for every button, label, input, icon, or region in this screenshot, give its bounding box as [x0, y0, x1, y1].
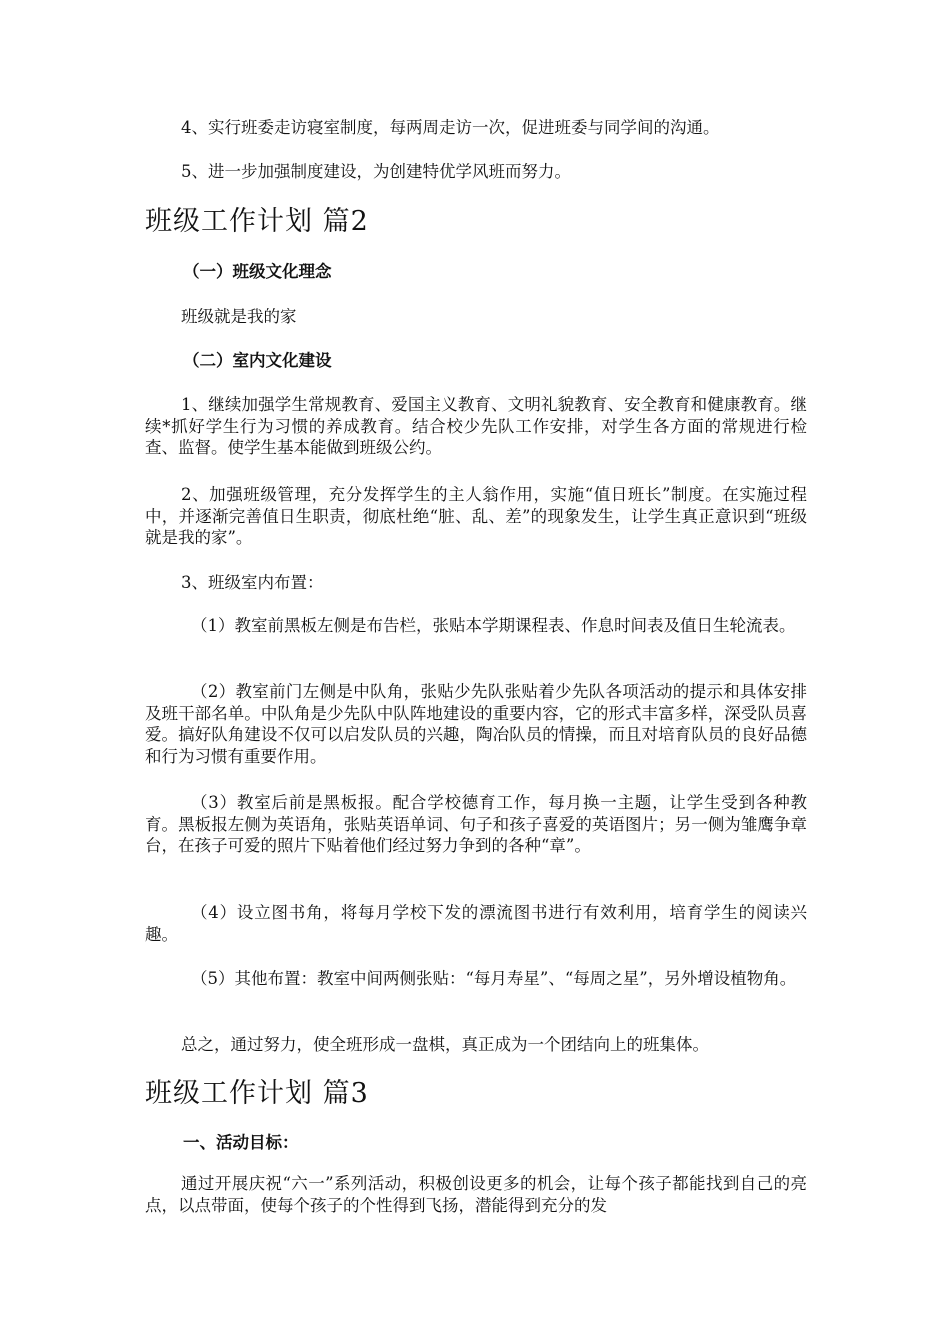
paragraph-activity: 通过开展庆祝“六一”系列活动，积极创设更多的机会，让每个孩子都能找到自己的亮点，以点带面，使每个孩子的个性得到飞扬，潜能得到充分的发: [145, 1174, 807, 1215]
paragraph-management: 2、加强班级管理，充分发挥学生的主人翁作用，实施“值日班长”制度。在实施过程中，并逐渐完善值日生职责，彻底杜绝“脏、乱、差”的现象发生，让学生真正意识到“班级就是我的家”。: [145, 485, 807, 547]
paragraph-layout-title: 3、班级室内布置：: [181, 573, 324, 592]
paragraph-bulletin-board: （1）教室前黑板左侧是布告栏，张贴本学期课程表、作息时间表及值日生轮流表。: [191, 616, 796, 635]
paragraph-blackboard: （3）教室后前是黑板报。配合学校德育工作，每月换一主题，让学生受到各种教育。黑板报左侧为英语角，张贴英语单词、句子和孩子喜爱的英语图片；另一侧为雏鹰争章台，在孩子可爱的照片下贴着他们经过努力争到的各种“章”。: [145, 793, 807, 855]
paragraph-summary: 总之，通过努力，使全班形成一盘棋，真正成为一个团结向上的班集体。: [181, 1035, 709, 1054]
subheading-activity-goal: 一、活动目标：: [183, 1133, 299, 1152]
paragraph-team-corner: （2）教室前门左侧是中队角，张贴少先队张贴着少先队各项活动的提示和具体安排及班干部名单。中队角是少先队中队阵地建设的重要内容，它的形式丰富多样，深受队员喜爱。搞好队角建设不仅可以启发队员的兴趣，陶冶队员的情操，而且对培育队员的良好品德和行为习惯有重要作用。: [145, 682, 807, 766]
paragraph-item-5: 5、进一步加强制度建设，为创建特优学风班而努力。: [181, 162, 571, 181]
paragraph-motto: 班级就是我的家: [181, 307, 297, 326]
section-heading-3: 班级工作计划 篇3: [145, 1078, 369, 1109]
paragraph-book-corner: （4）设立图书角，将每月学校下发的漂流图书进行有效利用，培育学生的阅读兴趣。: [145, 903, 807, 944]
subheading-indoor-culture: （二）室内文化建设: [183, 351, 332, 370]
section-heading-2: 班级工作计划 篇2: [145, 206, 369, 237]
paragraph-other-layout: （5）其他布置：教室中间两侧张贴：“每月寿星”、“每周之星”，另外增设植物角。: [191, 969, 797, 988]
paragraph-education: 1、继续加强学生常规教育、爱国主义教育、文明礼貌教育、安全教育和健康教育。继续*抓好学生行为习惯的养成教育。结合校少先队工作安排，对学生各方面的常规进行检查、监督。使学生基本能做到班级公约。: [145, 395, 807, 457]
subheading-class-culture: （一）班级文化理念: [183, 262, 332, 281]
paragraph-item-4: 4、实行班委走访寝室制度，每两周走访一次，促进班委与同学间的沟通。: [181, 118, 720, 137]
